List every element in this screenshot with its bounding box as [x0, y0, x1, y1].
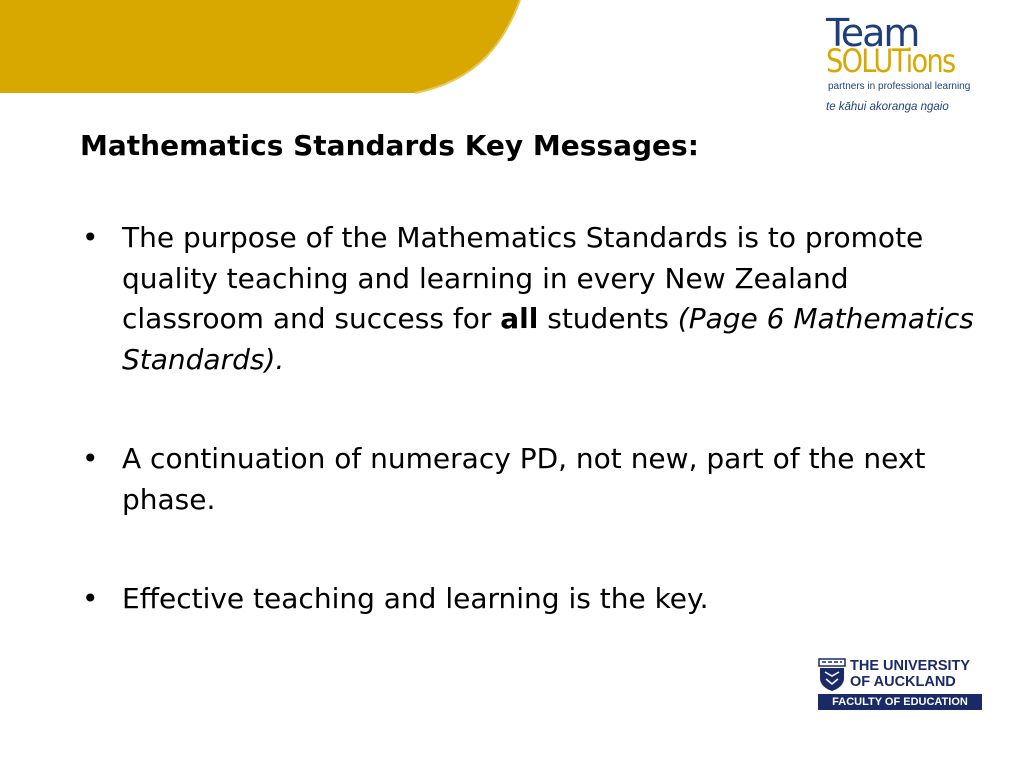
logo-word-team: Team — [826, 11, 919, 55]
bullet-marker: • — [82, 221, 99, 254]
logo-tagline: partners in professional learning — [828, 81, 971, 92]
logo-maori-tagline: te kāhui akoranga ngaio — [826, 101, 949, 113]
bullet-item — [80, 218, 980, 380]
crest-icon — [818, 658, 846, 692]
bullet-citation: (Page 6 Mathematics Standards). — [122, 302, 974, 376]
bullet-text: A continuation of numeracy PD, not new, part of the next phase. — [122, 442, 926, 516]
bullet-bold-text: all — [500, 302, 539, 335]
bullet-text: Effective teaching and learning is the key. — [122, 582, 709, 615]
gold-corner-shape — [0, 0, 540, 100]
team-solutions-logo — [826, 11, 1006, 124]
university-name-line2: OF AUCKLAND — [850, 674, 956, 690]
bullet-item — [80, 439, 980, 520]
bullet-text-after: students — [538, 302, 678, 335]
bullet-list — [80, 218, 980, 620]
university-name-line1: THE UNIVERSITY — [850, 658, 971, 674]
bullet-marker: • — [82, 582, 99, 615]
university-logo — [818, 658, 982, 712]
bullet-text: The purpose of the Mathematics Standards is to promote quality teaching and learning in every New Zealand classroom and success for — [122, 221, 924, 335]
bullet-marker: • — [82, 442, 99, 475]
logo-word-solutions: SOLUTions — [826, 42, 955, 80]
bullet-item — [80, 579, 980, 620]
slide-title: Mathematics Standards Key Messages: — [80, 129, 699, 162]
faculty-banner: FACULTY OF EDUCATION — [818, 694, 982, 710]
